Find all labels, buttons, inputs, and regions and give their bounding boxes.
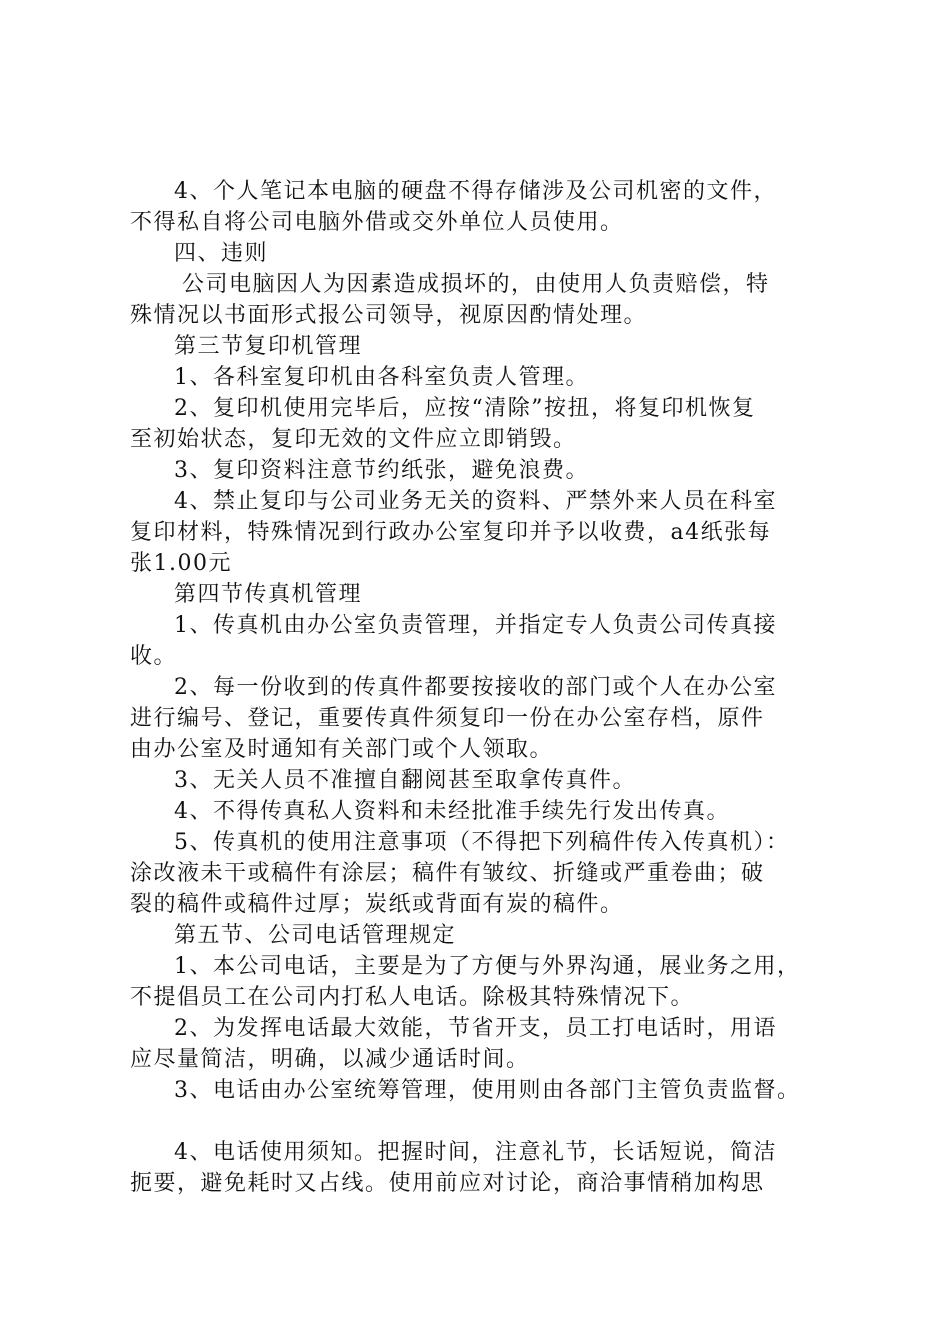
- paragraph-line: 4、禁止复印与公司业务无关的资料、严禁外来人员在科室: [174, 489, 777, 514]
- paragraph-line: 4、不得传真私人资料和未经批准手续先行发出传真。: [174, 799, 730, 824]
- paragraph-line: 2、每一份收到的传真件都要按接收的部门或个人在办公室: [174, 675, 777, 700]
- paragraph-line: 3、无关人员不准擅自翻阅甚至取拿传真件。: [174, 768, 636, 793]
- paragraph-line: 5、传真机的使用注意事项（不得把下列稿件传入传真机）：: [174, 830, 790, 855]
- paragraph-line: 4、个人笔记本电脑的硬盘不得存储涉及公司机密的文件，: [174, 179, 777, 204]
- paragraph-line: 进行编号、登记，重要传真件须复印一份在办公室存档，原件: [130, 706, 765, 731]
- paragraph-gap: [130, 1106, 830, 1137]
- section-heading: 四、违则: [174, 241, 269, 266]
- paragraph-line: 应尽量简洁，明确，以减少通话时间。: [130, 1047, 530, 1072]
- paragraph-line: 2、复印机使用完毕后，应按“清除”按扭，将复印机恢复: [174, 396, 756, 421]
- paragraph-line: 扼要，避免耗时又占线。使用前应对讨论，商洽事情稍加构思: [130, 1171, 765, 1196]
- paragraph-line: 2、为发挥电话最大效能，节省开支，员工打电话时，用语: [174, 1016, 777, 1041]
- paragraph-line: 不提倡员工在公司内打私人电话。除极其特殊情况下。: [130, 985, 695, 1010]
- paragraph-line: 1、各科室复印机由各科室负责人管理。: [174, 365, 589, 390]
- paragraph-line: 4、电话使用须知。把握时间，注意礼节，长话短说，简洁: [174, 1140, 777, 1165]
- paragraph-line: 公司电脑因人为因素造成损坏的，由使用人负责赔偿，特: [182, 272, 770, 297]
- paragraph-line: 3、复印资料注意节约纸张，避免浪费。: [174, 458, 589, 483]
- paragraph-line: 殊情况以书面形式报公司领导，视原因酌情处理。: [130, 303, 648, 328]
- paragraph-line: 裂的稿件或稿件过厚；炭纸或背面有炭的稿件。: [130, 892, 624, 917]
- paragraph-line: 收。: [130, 644, 178, 669]
- section-heading: 第四节传真机管理: [174, 582, 363, 607]
- section-heading: 第三节复印机管理: [174, 334, 363, 359]
- paragraph-line: 由办公室及时通知有关部门或个人领取。: [130, 737, 554, 762]
- paragraph-line: 1、传真机由办公室负责管理，并指定专人负责公司传真接: [174, 613, 777, 638]
- paragraph-line: 复印材料，特殊情况到行政办公室复印并予以收费，a4纸张每: [130, 520, 772, 545]
- paragraph-line: 3、电话由办公室统筹管理，使用则由各部门主管负责监督。: [174, 1078, 801, 1103]
- paragraph-line: 涂改液未干或稿件有涂层；稿件有皱纹、折缝或严重卷曲；破: [130, 861, 765, 886]
- section-heading: 第五节、公司电话管理规定: [174, 923, 457, 948]
- document-body: [130, 176, 830, 1199]
- paragraph-line: 至初始状态，复印无效的文件应立即销毁。: [130, 427, 577, 452]
- paragraph-line: 1、本公司电话，主要是为了方便与外界沟通，展业务之用，: [174, 954, 801, 979]
- paragraph-line: 张1.00元: [130, 551, 232, 576]
- paragraph-line: 不得私自将公司电脑外借或交外单位人员使用。: [130, 210, 624, 235]
